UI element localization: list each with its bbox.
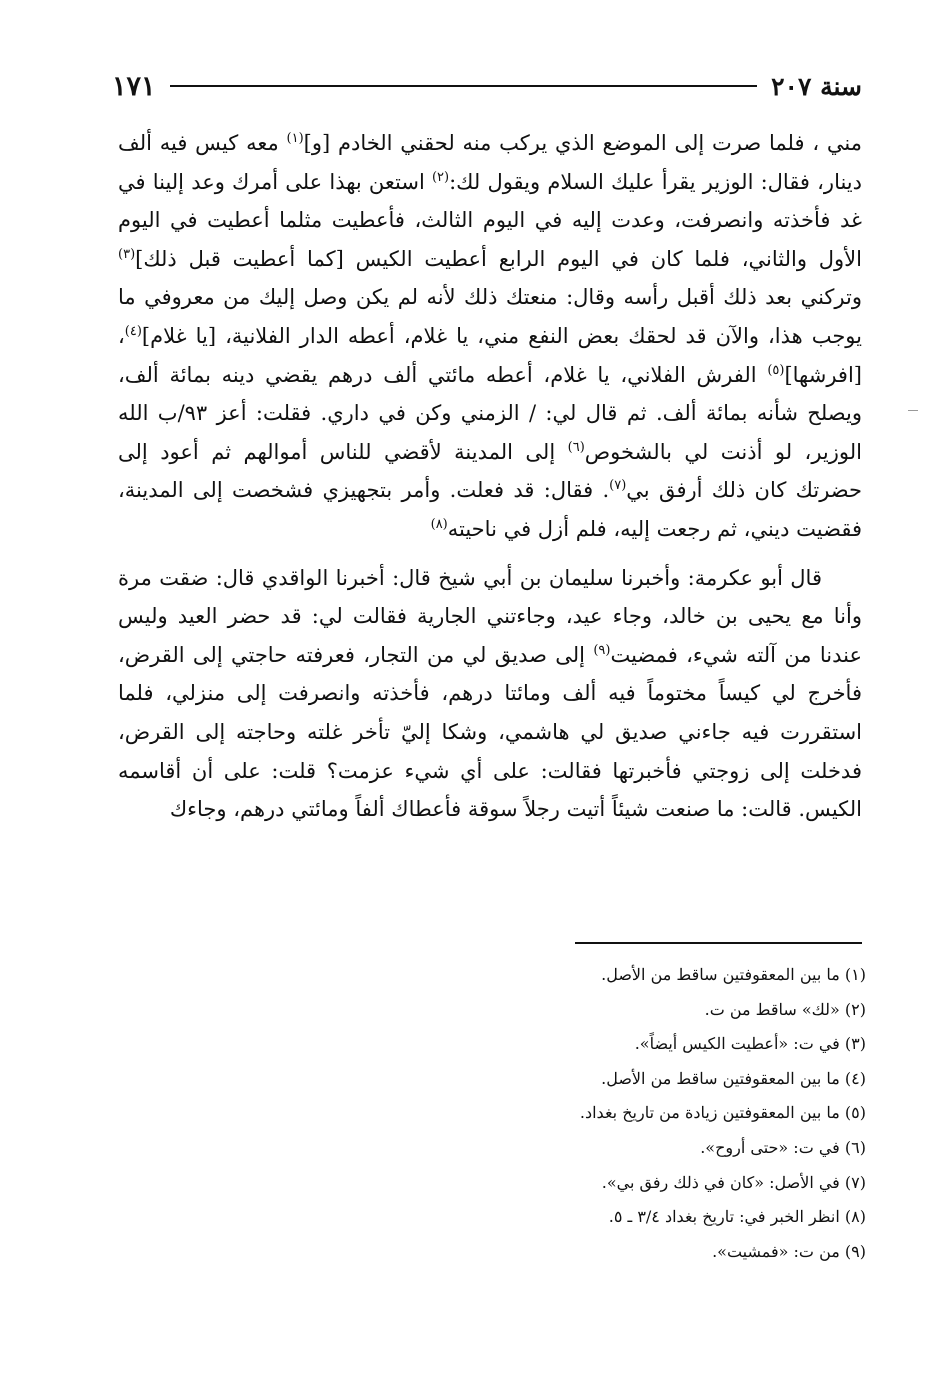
footnotes <box>300 958 866 1269</box>
text-run: استعن بهذا على أمرك وعد إلينا في غد فأخذته وانصرفت، وعدت إليه في اليوم الثالث، فأعطيت مثلما أعطيت في اليوم الأول والثاني، فلما كان في اليوم الرابع أعطيت الكيس [كما أعطيت قبل ذلك] <box>118 169 862 271</box>
text-run: مني ، فلما صرت إلى الموضع الذي يركب منه لحقني الخادم [و] <box>303 131 862 155</box>
footnote-3: (٣) في ت: «أعطيت الكيس أيضاً». <box>634 1034 866 1054</box>
margin-mark <box>908 410 918 411</box>
footnote-2: (٢) «لك» ساقط من ت. <box>704 999 866 1019</box>
footnote-5: (٥) ما بين المعقوفتين زيادة من تاريخ بغداد. <box>579 1103 866 1123</box>
text-run: إلى صديق لي من التجار، فعرفته حاجتي إلى القرض، فأخرج لي كيساً مختوماً فيه ألف ومائتا درهم، فأخذته وانصرفت إلى منزلي، فلما استقررت فيه جاءني صديق لي هاشمي، وشكا إليّ تأخر غلته وحاجته إلى القرض، فدخلت إلى زوجتي فأخبرتها فقالت: على أي شيء عزمت؟ قلت: على أن أقاسمه الكيس. قالت: ما صنعت شيئاً أتيت رجلاً سوقة فأعطاك ألفاً ومائتي درهم، وجاءك <box>118 642 862 822</box>
paragraph-2 <box>118 559 862 829</box>
footnote-9: (٩) من ت: «فمشيت». <box>712 1241 866 1261</box>
footnote-ref: (٦) <box>567 439 585 455</box>
text-run: وتركني بعد ذلك أقبل رأسه وقال: منعتك ذلك لأنه لم يكن وصل إليك من معروفي ما يوجب هذا، والآن قد لحقك بعض النفع مني، يا غلام، أعطه الدار الفلانية، [يا غلام] <box>118 285 862 348</box>
footnote-8: (٨) انظر الخبر في: تاريخ بغداد ٣/٤ ـ ٥. <box>608 1207 866 1227</box>
footnote-ref: (٤) <box>124 323 142 339</box>
text-run: معه كيس فيه ألف دينار، فقال: الوزير يقرأ عليك السلام ويقول لك: <box>118 131 862 194</box>
text-run: إلى المدينة لأقضي للناس أموالهم ثم أعود إلى حضرتك كان ذلك أرفق بي <box>118 439 862 503</box>
footnote-6: (٦) في ت: «حتى أروح». <box>700 1137 866 1157</box>
text-run: . فقال: قد فعلت. وأمر بتجهيزي فشخصت إلى المدينة، فقضيت ديني، ثم رجعت إليه، فلم أزل في ناحيته <box>118 478 862 541</box>
footnote-ref: (٨) <box>430 516 448 532</box>
header-rule <box>170 85 758 87</box>
footnote-ref: (٧) <box>609 478 627 494</box>
running-header <box>112 66 862 106</box>
footnote-ref: (١) <box>286 131 304 146</box>
text-run: قال أبو عكرمة: وأخبرنا سليمان بن أبي شيخ قال: أخبرنا الواقدي قال: ضقت مرة وأنا مع يحيى بن خالد، وجاء عيد، وجاءتني الجارية فقالت لي: قد حضر العيد وليس عندنا من آلته شيء، فمضيت <box>118 565 863 667</box>
text-run: الفرش الفلاني، يا غلام، أعطه مائتي ألف درهم يقضي دينه بمائة ألف، ويصلح شأنه بمائة ألف. ثم قال لي: / الزمني وكن في داري. فقلت: أعز ٩٣/ب الله الوزير، لو أذنت لي بالشخوص <box>118 362 863 464</box>
main-text <box>118 124 862 829</box>
footnote-4: (٤) ما بين المعقوفتين ساقط من الأصل. <box>601 1068 866 1088</box>
footnote-ref: (٣) <box>118 246 136 262</box>
footnote-ref: (٥) <box>767 362 785 378</box>
footnote-ref: (٢) <box>431 169 450 185</box>
header-year: سنة ٢٠٧ <box>771 71 862 101</box>
footnote-ref: (٩) <box>593 642 611 658</box>
text-run: ، [افرشها] <box>118 323 862 387</box>
paragraph-1 <box>118 124 862 549</box>
page-number: ١٧١ <box>112 70 156 102</box>
footnote-separator <box>575 942 862 944</box>
footnote-1: (١) ما بين المعقوفتين ساقط من الأصل. <box>601 965 866 984</box>
footnote-7: (٧) في الأصل: «كان في ذلك رفق بي». <box>601 1172 866 1192</box>
